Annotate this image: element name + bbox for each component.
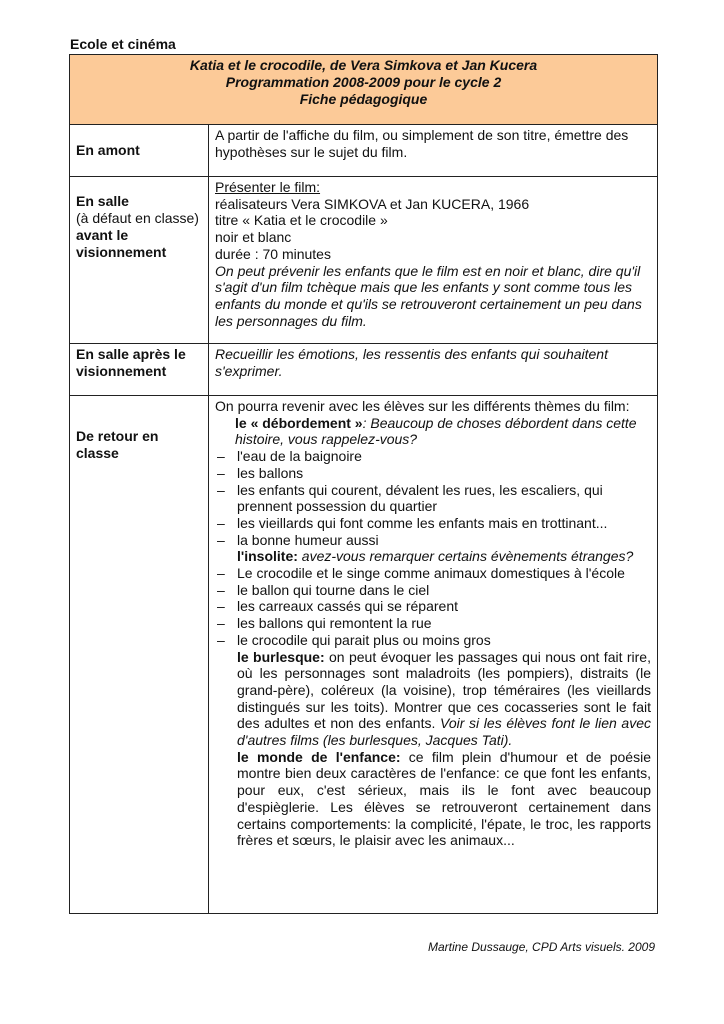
film-info-line: réalisateurs Vera SIMKOVA et Jan KUCERA, 1966	[215, 195, 530, 212]
insolite-list	[215, 565, 651, 649]
list-item: – la bonne humeur aussi	[215, 532, 651, 549]
label-avant-visionnement: avant le visionnement	[76, 227, 167, 260]
list-item: – les ballons	[215, 465, 651, 482]
row-en-salle-apres	[70, 344, 658, 396]
list-item: – l'eau de la baignoire	[215, 448, 651, 465]
row-content	[209, 396, 658, 914]
theme-text: avez-vous remarquer certains évènements étranges?	[297, 548, 634, 565]
list-item: – les vieillards qui font comme les enfants mais en trottinant...	[215, 515, 651, 532]
theme-note: Voir si les élèves font le lien avec d'autres films (les burlesques, Jacques Tati).	[237, 715, 651, 749]
theme-title: le monde de l'enfance:	[237, 748, 401, 765]
row-label	[70, 396, 209, 914]
label-en-salle: En salle	[76, 193, 129, 209]
amont-text: A partir de l'affiche du film, ou simplement de son titre, émettre des hypothèses sur le sujet du film.	[215, 127, 629, 160]
theme-title: l'insolite:	[237, 548, 298, 565]
header-cell	[70, 55, 658, 125]
header-row	[70, 55, 658, 125]
theme-text: : Beaucoup de choses débordent dans cette histoire, vous rappelez-vous?	[235, 414, 637, 448]
label-en-amont: En amont	[76, 142, 140, 158]
list-item: – les enfants qui courent, dévalent les rues, les escaliers, qui prennent possession du quartier	[215, 482, 651, 515]
pedagogical-sheet-table	[69, 54, 658, 914]
theme-debordement	[215, 415, 651, 448]
programme-line: Programmation 2008-2009 pour le cycle 2	[225, 74, 502, 90]
retour-intro: On pourra revenir avec les élèves sur les différents thèmes du film:	[215, 398, 630, 414]
footer-credit: Martine Dussauge, CPD Arts visuels. 2009	[428, 940, 655, 954]
row-content	[209, 344, 658, 396]
film-info-line: titre « Katia et le crocodile »	[215, 212, 388, 229]
teacher-note: On peut prévenir les enfants que le film est en noir et blanc, dire qu'il s'agit d'un film tchèque mais que les enfants y sont comme tous les enfants du monde et qu'ils se retrouveront certainement un peu dans les personnages du film.	[215, 262, 642, 329]
film-title: Katia et le crocodile, de Vera Simkova et Jan Kucera	[189, 57, 538, 73]
row-content	[209, 125, 658, 177]
theme-title: le « débordement »	[235, 414, 363, 431]
film-info-line: noir et blanc	[215, 229, 292, 246]
list-item: – le crocodile qui parait plus ou moins gros	[215, 632, 651, 649]
row-en-amont	[70, 125, 658, 177]
row-content	[209, 177, 658, 344]
theme-title: le burlesque:	[237, 648, 325, 665]
list-item: – les carreaux cassés qui se réparent	[215, 598, 651, 615]
row-label	[70, 177, 209, 344]
list-item: – le ballon qui tourne dans le ciel	[215, 582, 651, 599]
label-retour-classe: De retour en classe	[76, 428, 159, 461]
row-en-salle-avant	[70, 177, 658, 344]
row-retour-classe	[70, 396, 658, 914]
label-a-defaut: (à défaut en classe)	[76, 210, 199, 226]
theme-insolite	[215, 548, 651, 565]
theme-text: ce film plein d'humour et de poésie montre bien deux caractères de l'enfance: ce que font les enfants, pour eux, c'est sérieux, mais ils le font avec beaucoup d'espièglerie. Les élèves se retrouveront certainement dans certains comportements: la complicité, l'épate, le troc, les rapports frères et sœurs, le plaisir avec les animaux...	[237, 748, 651, 849]
row-label	[70, 344, 209, 396]
apres-text: Recueillir les émotions, les ressentis des enfants qui souhaitent s'exprimer.	[215, 346, 608, 379]
theme-enfance	[215, 749, 651, 849]
list-item: – Le crocodile et le singe comme animaux domestiques à l'école	[215, 565, 651, 582]
list-item: – les ballons qui remontent la rue	[215, 615, 651, 632]
page-title: Ecole et cinéma	[70, 36, 176, 52]
theme-text: on peut évoquer les passages qui nous ont fait rire, où les personnages sont maladroits (les pompiers), distraits (le grand-père), coléreux (la voisine), trop téméraires (les vieillards distingués sur les toits). Montrer que ces cocasseries sont le fait des adultes et non des enfants.	[237, 648, 651, 732]
sheet-type: Fiche pédagogique	[299, 91, 428, 107]
label-en-salle-apres: En salle après le visionnement	[76, 346, 186, 379]
debordement-list	[215, 448, 651, 548]
film-info-line: durée : 70 minutes	[215, 245, 331, 262]
theme-burlesque	[215, 649, 651, 749]
row-label	[70, 125, 209, 177]
present-film-heading: Présenter le film:	[215, 179, 321, 195]
